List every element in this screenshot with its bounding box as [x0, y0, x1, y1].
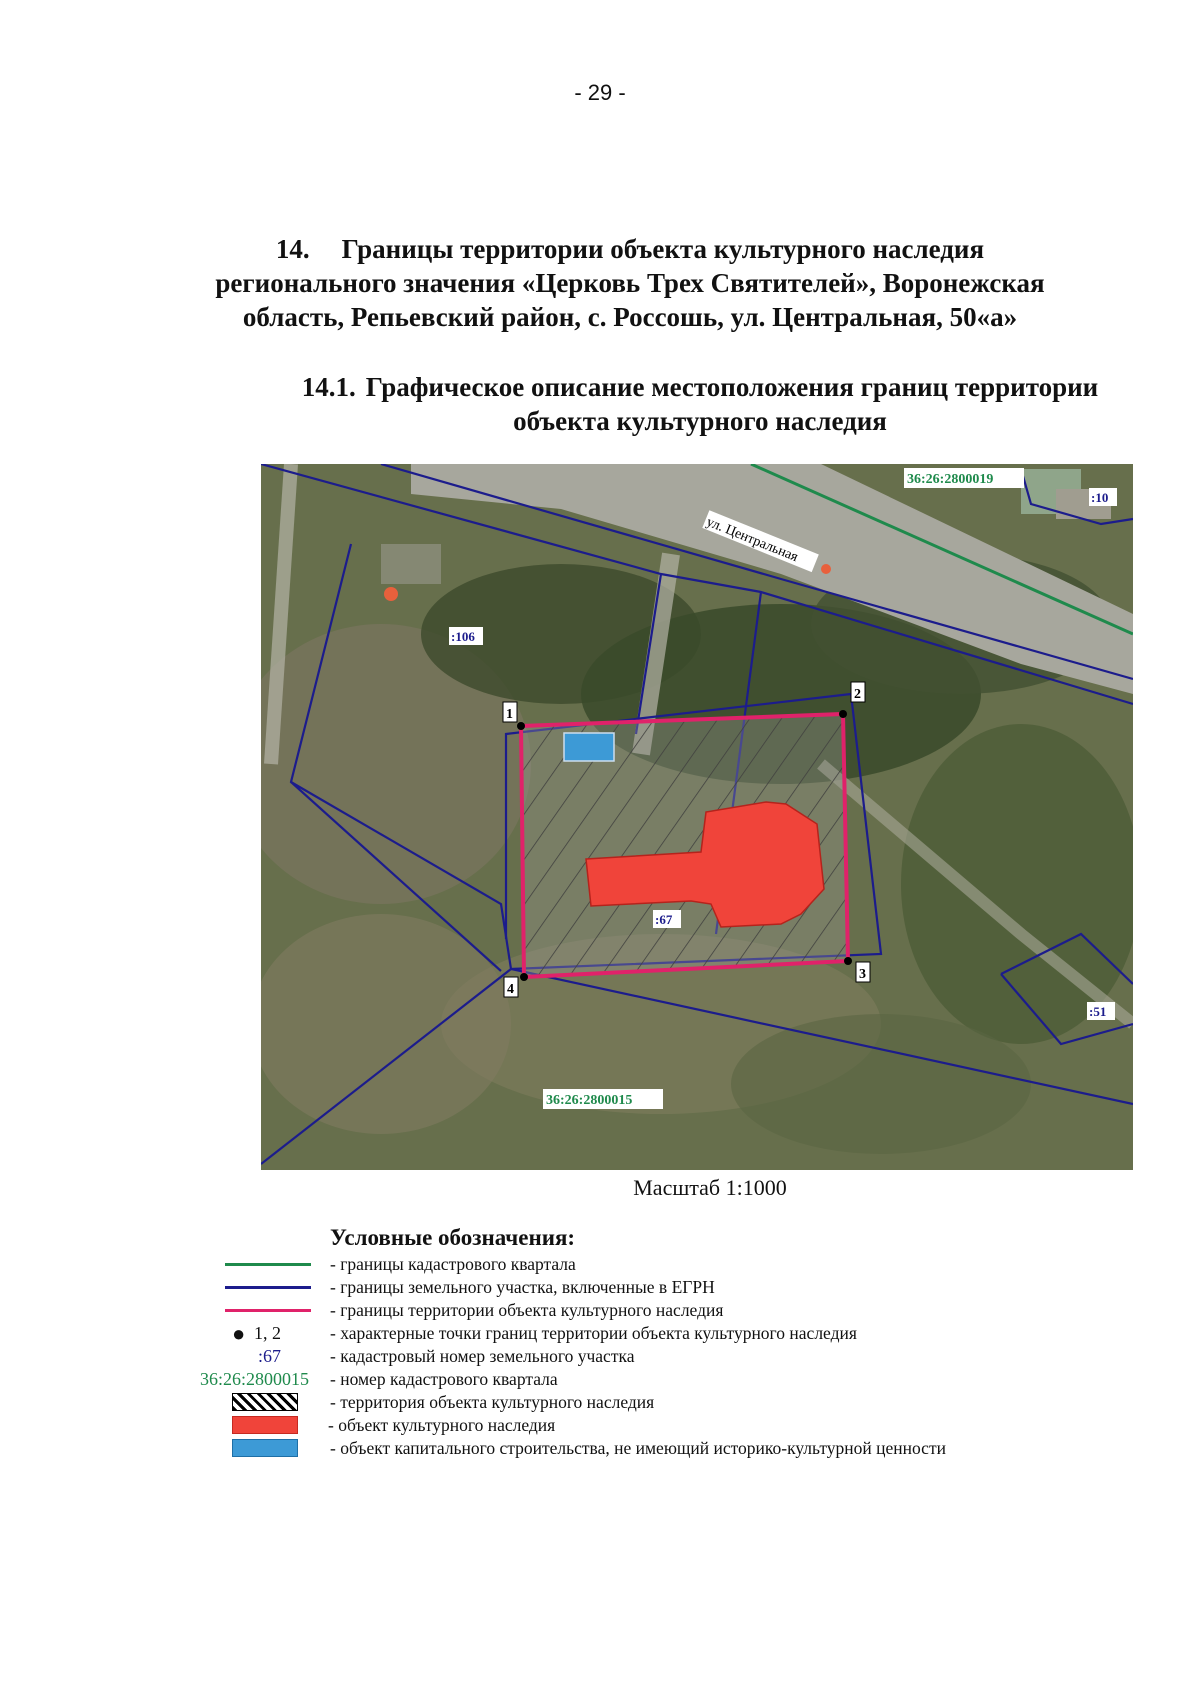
legend-text: - характерные точки границ территории объекта культурного наследия [330, 1323, 857, 1343]
legend-item-points [0, 1322, 1200, 1345]
subtitle-line-2: объекта культурного наследия [513, 406, 887, 436]
legend-text: - номер кадастрового квартала [330, 1369, 558, 1389]
point-label-3: 3 [859, 967, 866, 982]
legend-item-heritage-object [0, 1414, 1200, 1437]
parcel-label-67: :67 [655, 912, 673, 927]
quarter-label-top: 36:26:2800019 [907, 472, 994, 487]
point-label-1: 1 [506, 707, 513, 722]
quarter-label-bottom: 36:26:2800015 [546, 1093, 633, 1108]
title-line-1: Границы территории объекта культурного наследия [341, 234, 985, 264]
legend-red-swatch [232, 1416, 298, 1434]
parcel-label-51: :51 [1089, 1004, 1107, 1019]
legend-title: Условные обозначения: [330, 1225, 576, 1250]
title-line-2: регионального значения «Церковь Трех Святителей», Воронежская [215, 268, 1045, 298]
legend-symbol: 36:26:2800015 [200, 1369, 310, 1389]
legend-text: - объект капитального строительства, не имеющий историко-культурной ценности [330, 1438, 946, 1458]
point-4-marker [520, 973, 528, 981]
legend-item-parcel-number [0, 1345, 1200, 1368]
legend-item-parcel [0, 1276, 1200, 1299]
legend-symbol: :67 [258, 1346, 282, 1366]
legend-text: - границы кадастрового квартала [330, 1254, 576, 1274]
point-label-4: 4 [507, 982, 514, 997]
parcel-label-106: :106 [451, 629, 475, 644]
legend-text: - объект культурного наследия [328, 1415, 556, 1435]
title-line-3: область, Репьевский район, с. Россошь, ул. Центральная, 50«а» [242, 302, 1018, 332]
legend-parcel-line [225, 1286, 311, 1289]
map-scale: Масштаб 1:1000 [633, 1175, 787, 1200]
point-1-marker [517, 722, 525, 730]
section-title [140, 232, 1120, 334]
capital-object [564, 733, 614, 761]
street-label: ул. Центральная [704, 514, 801, 566]
legend-item-territory [0, 1391, 1200, 1414]
point-marker-icon: ● [232, 1321, 246, 1346]
legend-item-quarter-number [0, 1368, 1200, 1391]
cadastral-map [261, 464, 1133, 1170]
subtitle-line-1: Графическое описание местоположения границ территории [365, 372, 1099, 402]
legend-text: - границы земельного участка, включенные в ЕГРН [330, 1277, 715, 1297]
legend-text: - кадастровый номер земельного участка [330, 1346, 635, 1366]
legend-text: - границы территории объекта культурного наследия [330, 1300, 724, 1320]
section-number: 14. [275, 234, 310, 264]
legend-item-quarter [0, 1253, 1200, 1276]
legend-hatch-swatch [232, 1393, 298, 1411]
legend-text: - территория объекта культурного наследия [330, 1392, 655, 1412]
subsection-title [250, 370, 1150, 438]
page-number: - 29 - [574, 80, 626, 105]
legend-heritage-line [225, 1309, 311, 1312]
legend-item-capital-object [0, 1437, 1200, 1460]
legend-blue-swatch [232, 1439, 298, 1457]
point-2-marker [839, 710, 847, 718]
legend-item-heritage-border [0, 1299, 1200, 1322]
subsection-number: 14.1. [301, 372, 356, 402]
parcel-label-10: :10 [1091, 490, 1109, 505]
legend-symbol: 1, 2 [254, 1323, 281, 1343]
point-label-2: 2 [854, 687, 861, 702]
point-3-marker [844, 957, 852, 965]
legend-quarter-line [225, 1263, 311, 1266]
